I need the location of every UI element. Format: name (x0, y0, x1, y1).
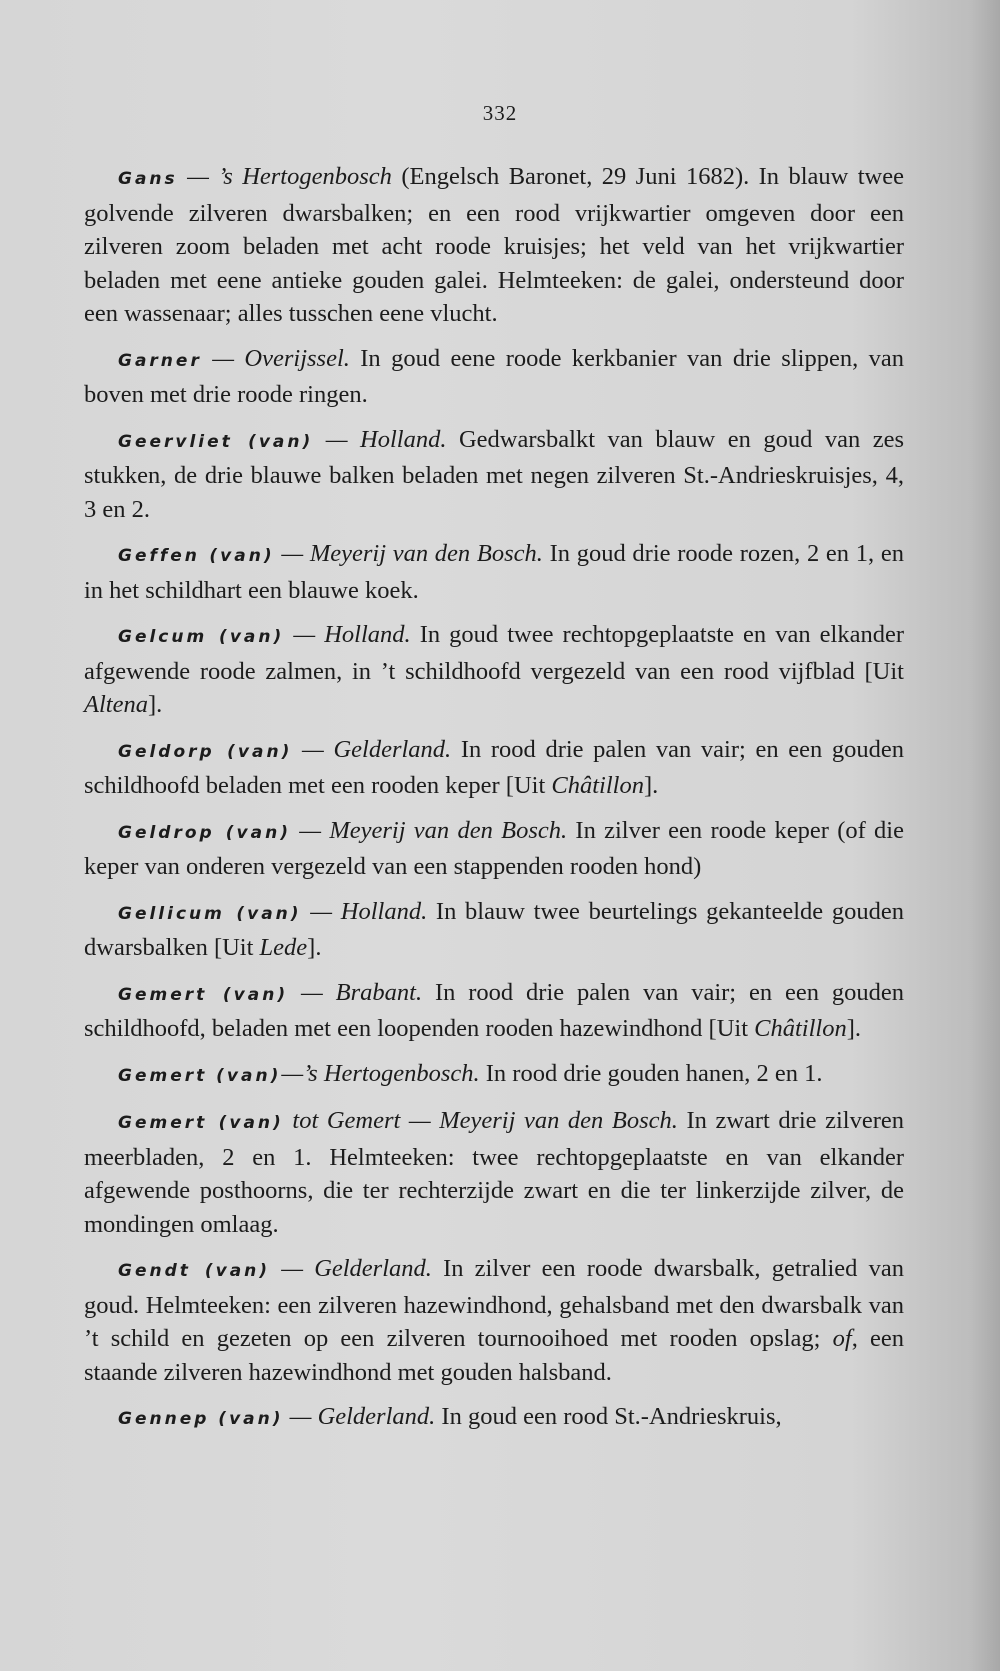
entry-gans: Gans — ’s Hertogenbosch (Engelsch Baronet, 29 Juni 1682). In blauw twee golvende zilveren dwarsbalken; en een rood vrijkwartier omgeven door een zilveren zoom beladen met acht roode kruisjes; het veld van het vrijkwartier beladen met eene antieke gouden galei. Helmteeken: de galei, ondersteund door een wassenaar; alles tusschen eene vlucht. (84, 163, 904, 327)
entry-place: Gelderland. (317, 1403, 436, 1430)
entry-geervliet: Geervliet (van) — Holland. Gedwarsbalkt van blauw en goud van zes stukken, de drie blauwe balken beladen met negen zilveren St.-Andrieskruisjes, 4, 3 en 2. (84, 425, 904, 523)
entry-name: Gellicum (van) (118, 903, 302, 924)
entry-place: Holland. (360, 425, 447, 453)
entry-text: In rood drie palen van vair; en een gouden schildhoofd, beladen met een loopenden rooden hazewindhond [Uit (84, 978, 904, 1042)
entry-gemert-brabant: Gemert (van) — Brabant. In rood drie palen van vair; en een gouden schildhoofd, beladen met een loopenden rooden hazewindhond [Uit Châtillon]. (84, 978, 904, 1042)
entry-gennep: Gennep (van) — Gelderland. In goud een rood St.-Andrieskruis, (118, 1403, 782, 1430)
entry-geldrop: Geldrop (van) — Meyerij van den Bosch. In zilver een roode keper (of die keper van onderen vergezeld van een stappenden rooden hond) (84, 816, 904, 880)
entry-place: Holland. (324, 621, 411, 648)
entry-place: Meyerij van den Bosch. (439, 1107, 678, 1134)
entry-text: In rood drie palen van vair; en een gouden schildhoofd beladen met een rooden keper [Uit (84, 735, 905, 799)
entry-name: Geldrop (van) (118, 822, 291, 843)
entry-name: Gemert (van) (118, 1113, 284, 1133)
alternative-marker: of (832, 1325, 852, 1352)
entry-place: ’s Hertogenbosch. (303, 1059, 480, 1087)
entry-place: Meyerij van den Bosch. (309, 540, 543, 567)
source-reference: Châtillon (551, 772, 644, 799)
entry-text: Gedwarsbalkt van blauw en goud van zes stukken, de drie blauwe balken beladen met negen zilveren St.-Andrieskruisjes, 4, 3 en 2. (84, 425, 904, 523)
entry-name: Geervliet (van) (118, 431, 314, 452)
entry-text: In blauw twee beurtelings gekanteelde gouden dwarsbalken [Uit (84, 897, 904, 961)
entry-gellicum: Gellicum (van) — Holland. In blauw twee beurtelings gekanteelde gouden dwarsbalken [Uit Lede]. (84, 897, 904, 961)
entry-name: Gelcum (van) (118, 627, 285, 647)
entry-text: In zwart drie zilveren meerbladen, 2 en 1. Helmteeken: twee rechtopgeplaatste en van elkander afgewende posthoorns, die ter rechterzijde zwart en die ter linkerzijde zilver, de mondingen omlaag. (84, 1107, 904, 1238)
entry-name: Geffen (van) (118, 546, 275, 566)
entry-place: Meyerij van den Bosch. (329, 816, 568, 844)
entry-garner: Garner — Overijssel. In goud eene roode kerkbanier van drie slippen, van boven met drie roode ringen. (84, 344, 904, 408)
entry-text: In zilver een roode dwarsbalk, getralied van goud. Helmteeken: een zilveren hazewindhond, gehalsband met den dwarsbalk van ’t schild en gezeten op een zilveren tournooihoed met rooden opslag; (84, 1255, 904, 1352)
entry-name: Garner (118, 350, 202, 371)
entry-name: Gans (118, 169, 178, 189)
source-reference: Châtillon (754, 1015, 847, 1042)
entry-gendt: Gendt (van) — Gelderland. In zilver een roode dwarsbalk, getralied van goud. Helmteeken: een zilveren hazewindhond, gehalsband met den dwarsbalk van ’t schild en gezeten op een zilveren tournooihoed met rooden opslag; of, een staande zilveren hazewindhond met gouden halsband. (84, 1255, 904, 1386)
armorial-entries (84, 160, 904, 1448)
entry-name: Gendt (van) (118, 1261, 271, 1281)
entry-gemert-tot-gemert: Gemert (van) tot Gemert — Meyerij van den Bosch. In zwart drie zilveren meerbladen, 2 en 1. Helmteeken: twee rechtopgeplaatste en van elkander afgewende posthoorns, die ter rechterzijde zwart en die ter linkerzijde zilver, de mondingen omlaag. (84, 1107, 904, 1238)
entry-text: In goud twee rechtopgeplaatste en van elkander afgewende roode zalmen, in ’t schildhoofd vergezeld van een rood vijfblad [Uit (84, 621, 904, 685)
entry-place: Brabant. (335, 978, 423, 1006)
entry-text: (Engelsch Baronet, 29 Juni 1682). In blauw twee golvende zilveren dwarsbalken; en een rood vrijkwartier omgeven door een zilveren zoom beladen met acht roode kruisjes; het veld van het vrijkwartier beladen met eene antieke gouden galei. Helmteeken: de galei, ondersteund door een wassenaar; alles tusschen eene vlucht. (84, 163, 904, 327)
entry-text: In rood drie gouden hanen, 2 en 1. (479, 1059, 823, 1087)
entry-name: Gemert (van) (118, 984, 289, 1005)
entry-place: Holland. (340, 897, 428, 925)
entry-place: Overijssel. (244, 344, 350, 372)
source-reference: Altena (84, 691, 148, 718)
source-reference: Lede (259, 934, 308, 961)
entry-place: ’s Hertogenbosch (218, 163, 392, 190)
entry-place: Gelderland. (314, 1255, 432, 1282)
entry-place: Gelderland. (333, 735, 452, 763)
entry-gelcum: Gelcum (van) — Holland. In goud twee rechtopgeplaatste en van elkander afgewende roode zalmen, in ’t schildhoofd vergezeld van een rood vijfblad [Uit Altena]. (84, 621, 904, 718)
entry-geldorp: Geldorp (van) — Gelderland. In rood drie palen van vair; en een gouden schildhoofd beladen met een rooden keper [Uit Châtillon]. (84, 735, 905, 799)
entry-name: Gennep (van) (118, 1409, 284, 1429)
entry-gemert-hertogenbosch: Gemert (van)—’s Hertogenbosch. In rood drie gouden hanen, 2 en 1. (118, 1059, 823, 1087)
entry-text: In goud eene roode kerkbanier van drie slippen, van boven met drie roode ringen. (84, 344, 904, 408)
entry-name: Geldorp (van) (118, 741, 293, 762)
entry-text: In zilver een roode keper (of die keper van onderen vergezeld van een stappenden rooden hond) (84, 816, 904, 880)
page-number: 332 (482, 101, 518, 125)
entry-text: In goud drie roode rozen, 2 en 1, en in het schildhart een blauwe koek. (84, 540, 904, 604)
entry-text: In goud een rood St.-Andrieskruis, (435, 1403, 782, 1430)
entry-name: Gemert (van) (118, 1065, 282, 1086)
entry-geffen: Geffen (van) — Meyerij van den Bosch. In goud drie roode rozen, 2 en 1, en in het schildhart een blauwe koek. (84, 540, 904, 604)
